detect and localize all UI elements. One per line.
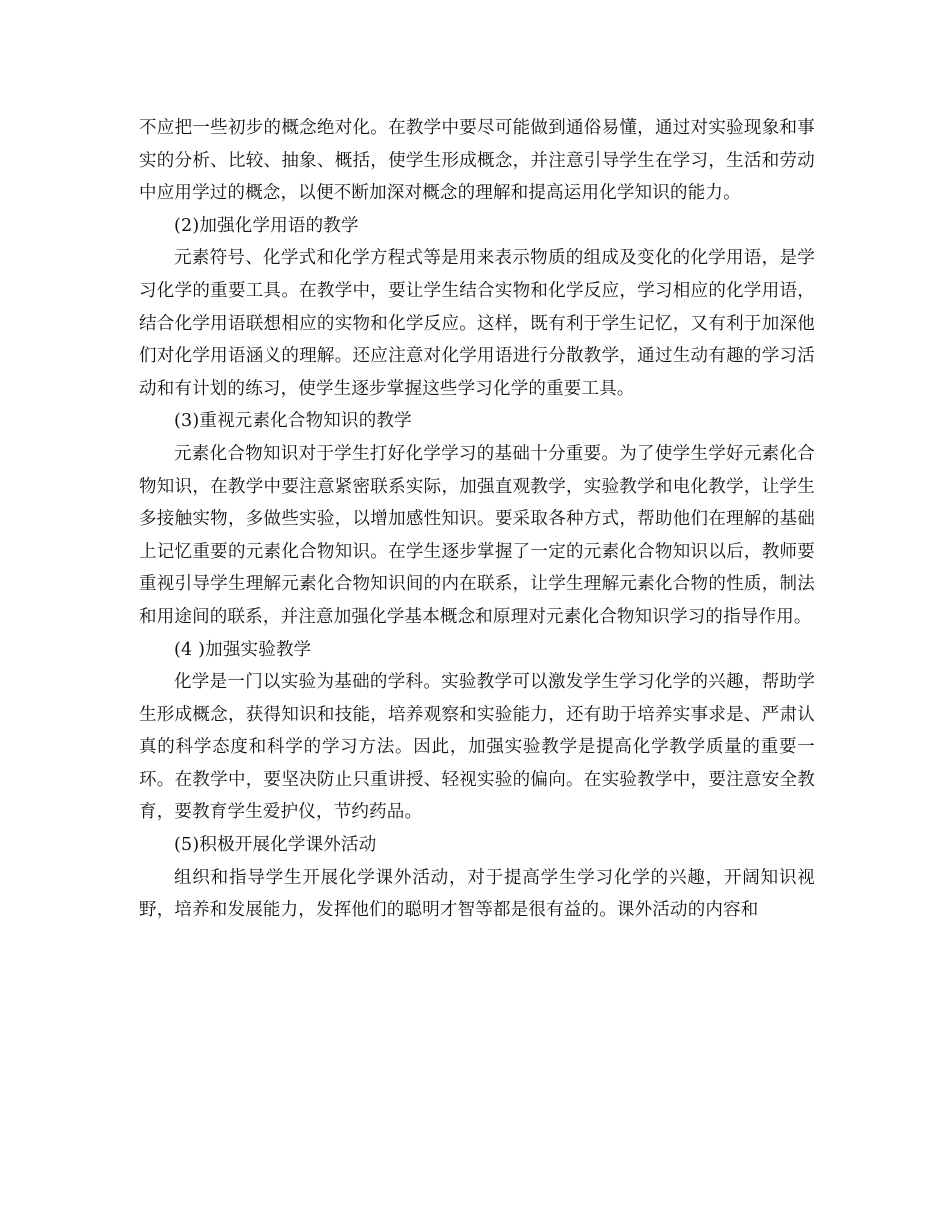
section-heading-5: (5)积极开展化学课外活动 (174, 835, 377, 856)
section-heading-3: (3)重视元素化合物知识的教学 (174, 411, 412, 432)
section-heading-4: (4 )加强实验教学 (174, 639, 312, 660)
paragraph-chemical-language: 元素符号、化学式和化学方程式等是用来表示物质的组成及变化的化学用语，是学习化学的重要工具。在教学中，要让学生结合实物和化学反应，学习相应的化学用语，结合化学用语联想相应的实物和化学反应。这样，既有利于学生记忆，又有利于加深他们对化学用语涵义的理解。还应注意对化学用语进行分散教学，通过生动有趣的学习活动和有计划的练习，使学生逐步掌握这些学习化学的重要工具。 (139, 248, 815, 399)
paragraph-continued: 不应把一些初步的概念绝对化。在教学中要尽可能做到通俗易懂，通过对实验现象和事实的分析、比较、抽象、概括，使学生形成概念，并注意引导学生在学习，生活和劳动中应用学过的概念，以便不断加深对概念的理解和提高运用化学知识的能力。 (139, 118, 815, 204)
document-body (139, 112, 815, 927)
paragraph-extracurricular: 组织和指导学生开展化学课外活动，对于提高学生学习化学的兴趣，开阔知识视野，培养和发展能力，发挥他们的聪明才智等都是很有益的。课外活动的内容和 (139, 867, 815, 921)
section-heading-2: (2)加强化学用语的教学 (174, 215, 359, 236)
paragraph-element-compounds: 元素化合物知识对于学生打好化学学习的基础十分重要。为了使学生学好元素化合物知识，在教学中要注意紧密联系实际，加强直观教学，实验教学和电化教学，让学生多接触实物，多做些实验，以增加感性知识。要采取各种方式，帮助他们在理解的基础上记忆重要的元素化合物知识。在学生逐步掌握了一定的元素化合物知识以后，教师要重视引导学生理解元素化合物知识间的内在联系，让学生理解元素化合物的性质，制法和用途间的联系，并注意加强化学基本概念和原理对元素化合物知识学习的指导作用。 (139, 443, 815, 627)
paragraph-experiment-teaching: 化学是一门以实验为基础的学科。实验教学可以激发学生学习化学的兴趣，帮助学生形成概念，获得知识和技能，培养观察和实验能力，还有助于培养实事求是、严肃认真的科学态度和科学的学习方法。因此，加强实验教学是提高化学教学质量的重要一环。在教学中，要坚决防止只重讲授、轻视实验的偏向。在实验教学中，要注意安全教育，要教育学生爱护仪，节约药品。 (139, 672, 815, 823)
